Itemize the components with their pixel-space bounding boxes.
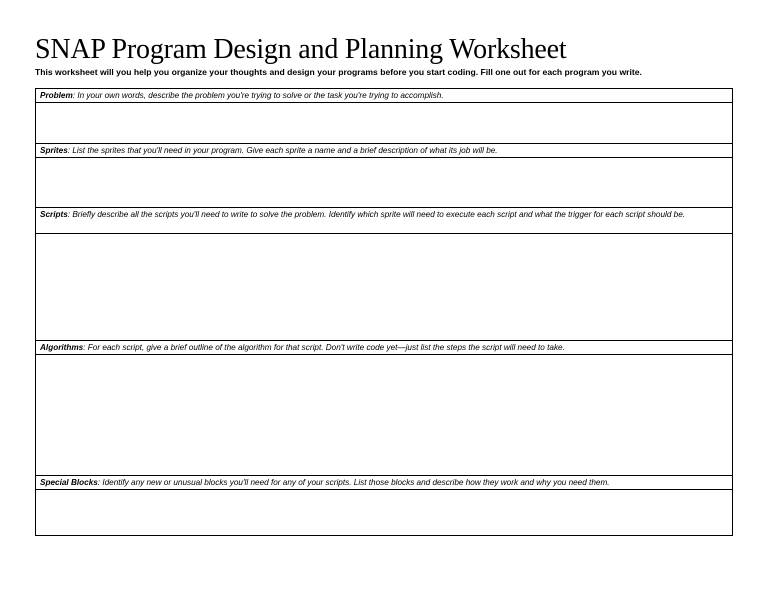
section-algorithms-prompt [36,341,732,355]
page-subtitle: This worksheet will you help you organize your thoughts and design your programs before you start coding. Fill one out for each program you write. [35,67,642,77]
section-sprites-label: Sprites [40,146,68,155]
section-special-blocks-label: Special Blocks [40,478,98,487]
section-special-blocks-answer-area[interactable] [36,490,732,535]
section-scripts-label: Scripts [40,210,68,219]
section-problem-prompt [36,89,732,103]
section-problem-label: Problem [40,91,73,100]
section-scripts-prompt [36,208,732,234]
section-sprites-answer-area[interactable] [36,158,732,207]
section-sprites-prompt [36,144,732,158]
section-scripts-text: : Briefly describe all the scripts you'll need to write to solve the problem. Identify which sprite will need to execute each script and what the trigger for each script should be. [67,210,686,219]
section-algorithms [36,341,732,476]
section-problem-answer-area[interactable] [36,103,732,143]
section-special-blocks-prompt [36,476,732,490]
section-algorithms-label: Algorithms [40,343,84,352]
section-sprites-text: : List the sprites that you'll need in your program. Give each sprite a name and a brief description of what its job will be. [67,146,498,155]
section-algorithms-answer-area[interactable] [36,355,732,475]
section-sprites [36,144,732,208]
section-algorithms-text: : For each script, give a brief outline of the algorithm for that script. Don't write code yet—just list the steps the script will need to take. [83,343,565,352]
section-problem [36,89,732,144]
page-title: SNAP Program Design and Planning Worksheet [35,34,567,65]
section-special-blocks-text: : Identify any new or unusual blocks you'll need for any of your scripts. List those blocks and describe how they work and why you need them. [97,478,610,487]
worksheet-table [35,88,733,536]
section-problem-text: : In your own words, describe the problem you're trying to solve or the task you're trying to accomplish. [72,91,444,100]
section-scripts [36,208,732,341]
section-scripts-answer-area[interactable] [36,234,732,340]
section-special-blocks [36,476,732,535]
